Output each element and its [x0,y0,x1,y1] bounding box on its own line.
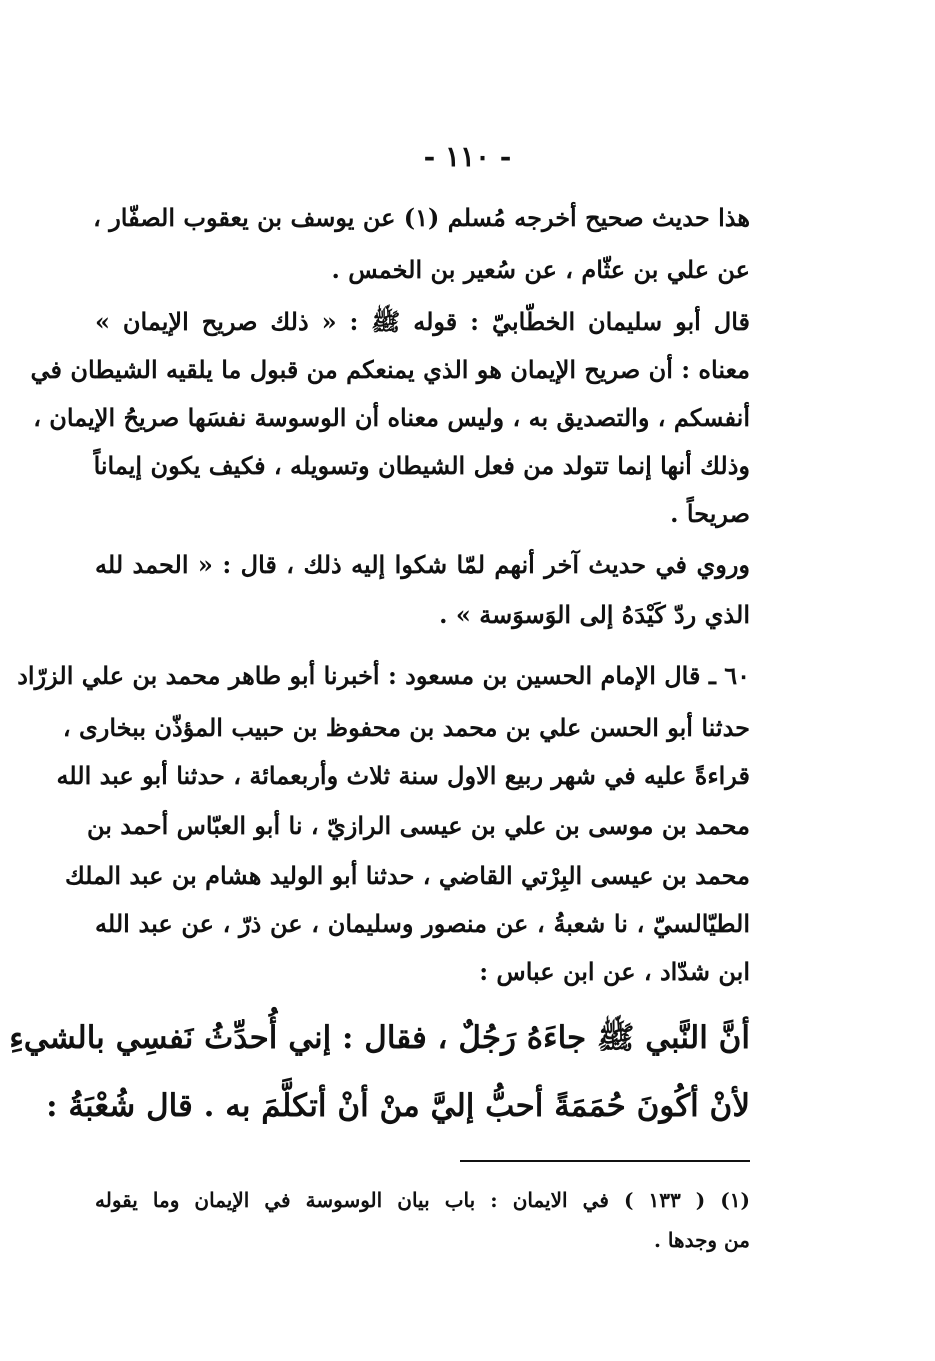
text-line: حدثنا أبو الحسن علي بن محمد بن محفوظ بن حبيب المؤذّن ببخارى ، [62,713,750,742]
footnote-divider [460,1160,750,1162]
text-line: أنفسكم ، والتصديق به ، وليس معناه أن الوسوسة نفسَها صريحُ الإيمان ، [33,403,750,432]
text-line: معناه : أن صريح الإيمان هو الذي يمنعكم من قبول ما يلقيه الشيطان في [30,355,750,384]
text-line: الطيّالسيّ ، نا شعبةُ ، عن منصور وسليمان ، عن ذرّ ، عن عبد الله [95,909,750,938]
text-line: الذي ردّ كَيْدَهُ إلى الوَسوَسة » . [439,600,750,629]
hadith-line: لأنْ أكُونَ حُمَمَةً أحبُّ إليَّ منْ أنْ أتكلَّمَ به . قال شُعْبَةُ : [46,1088,750,1124]
hadith-line: أنَّ النَّبي ﷺ جاءَهُ رَجُلٌ ، فقال : إني أُحدِّثُ نَفسِي بالشيءِ [9,1020,750,1056]
text-line: عن علي بن عثّام ، عن سُعير بن الخمس . [331,255,750,284]
text-line: وروي في حديث آخر أنهم لمّا شكوا إليه ذلك ، قال : « الحمد لله [95,550,750,579]
text-line: وذلك أنها إنما تتولد من فعل الشيطان وتسويله ، فكيف يكون إيماناً [93,451,750,480]
text-line: قال أبو سليمان الخطّابيّ : قوله ﷺ : « ذلك صريح الإيمان » [95,307,750,336]
page-number: - ١١٠ - [423,140,512,173]
text-line: ٦٠ ـ قال الإمام الحسين بن مسعود : أخبرنا أبو طاهر محمد بن علي الزرّاد [17,661,750,690]
text-line: هذا حديث صحيح أخرجه مُسلم (١) عن يوسف بن يعقوب الصفّار ، [93,203,750,232]
text-line: محمد بن موسى بن علي بن عيسى الرازيّ ، نا أبو العبّاس أحمد بن [87,811,750,840]
text-line: صريحاً . [670,499,750,528]
text-line: محمد بن عيسى البِرْتي القاضي ، حدثنا أبو الوليد هشام بن عبد الملك [64,861,750,890]
footnote-line: من وجدها . [654,1228,750,1252]
text-line: ابن شدّاد ، عن ابن عباس : [479,957,750,986]
footnote-line: (١) ( ١٣٣ ) في الايمان : باب بيان الوسوسة في الإيمان وما يقوله [95,1188,750,1212]
text-line: قراءةً عليه في شهر ربيع الاول سنة ثلاث وأربعمائة ، حدثنا أبو عبد الله [56,761,750,790]
